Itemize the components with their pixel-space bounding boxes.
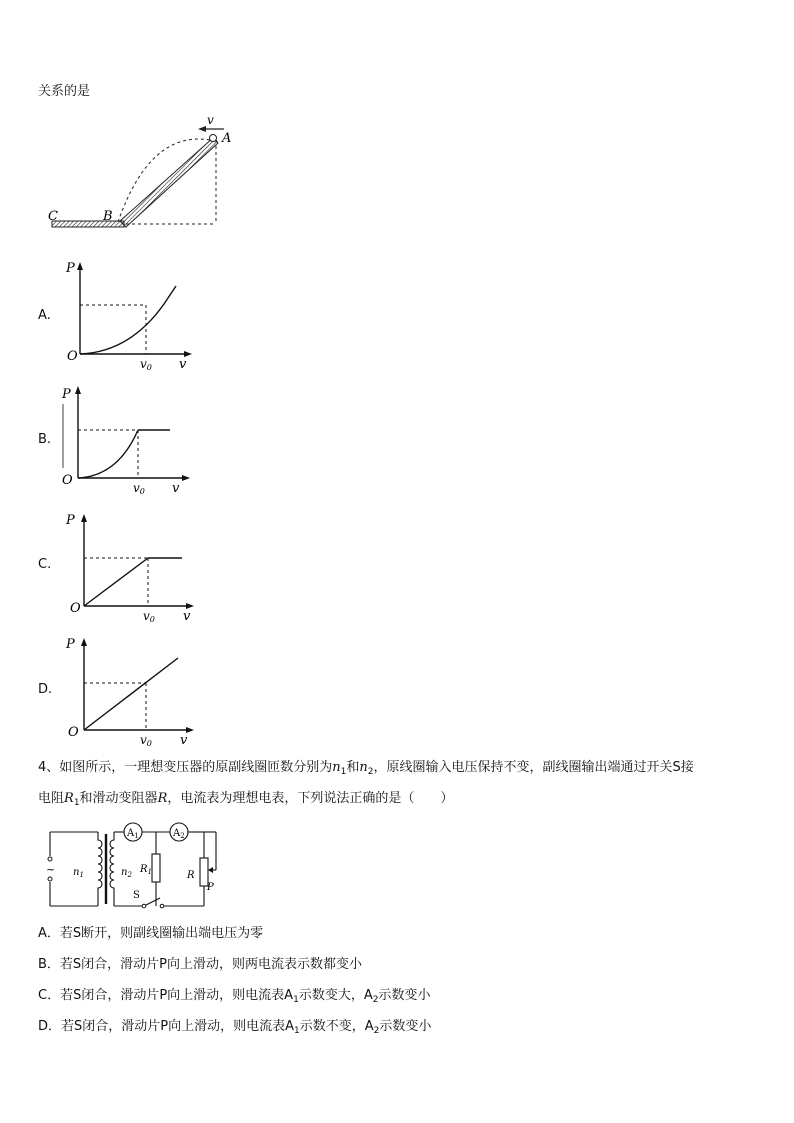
question-4-line-2: 电阻$R_1$和滑动变阻器R，电流表为理想电表，下列说法正确的是（ ） xyxy=(38,791,454,808)
origin-label: O xyxy=(67,349,78,364)
option-a-label: A. xyxy=(38,308,51,323)
ammeter-a1-label: $A_1$ xyxy=(127,828,139,840)
graph-b xyxy=(58,382,198,497)
q4-option-a: A．若S断开，则副线圈输出端电压为零 xyxy=(38,926,264,941)
question-4-line-1: 4、如图所示，一理想变压器的原副线圈匝数分别为$n_1$和$n_2$，原线圈输入电压保持不变，副线圈输出端通过开关S接 xyxy=(38,760,694,777)
v0-label: v0 xyxy=(140,357,152,372)
axis-p-label: P xyxy=(66,513,75,528)
axis-v-label: v xyxy=(180,733,188,748)
option-b-label: B. xyxy=(38,432,52,447)
graph-d xyxy=(62,632,202,750)
axis-v-label: v xyxy=(179,357,187,372)
q4-option-c: C．若S闭合，滑动片P向上滑动，则电流表$A_1$示数变大，$A_2$示数变小 xyxy=(38,988,431,1005)
graph-a xyxy=(60,258,200,373)
axis-v-label: v xyxy=(172,481,180,496)
axis-p-label: P xyxy=(66,261,75,276)
origin-label: O xyxy=(70,601,81,616)
ammeter-a2-label: $A_2$ xyxy=(173,828,185,840)
rheostat-label: R xyxy=(187,870,195,881)
n1-label: $n_1$ xyxy=(73,867,84,879)
axis-v-label: v xyxy=(183,609,191,623)
q4-option-b: B．若S闭合，滑动片P向上滑动，则两电流表示数都变小 xyxy=(38,957,363,972)
axis-p-label: P xyxy=(62,387,71,402)
origin-label: O xyxy=(68,725,79,740)
option-d-label: D. xyxy=(38,682,53,697)
ac-source-symbol: ~ xyxy=(46,863,56,876)
q4-option-d: D．若S闭合，滑动片P向上滑动，则电流表$A_1$示数不变，$A_2$示数变小 xyxy=(38,1019,432,1036)
n2-label: $n_2$ xyxy=(121,867,132,879)
v0-label: v0 xyxy=(143,609,155,623)
option-c-label: C. xyxy=(38,557,52,572)
graph-c xyxy=(62,508,202,623)
transformer-circuit xyxy=(38,820,238,915)
velocity-label: v xyxy=(207,113,214,127)
point-b-label: B xyxy=(103,209,113,224)
point-c-label: C xyxy=(48,209,58,224)
r1-label: $R_1$ xyxy=(140,864,152,876)
v0-label: v0 xyxy=(133,481,145,496)
intro-text: 关系的是 xyxy=(38,84,91,99)
axis-p-label: P xyxy=(66,637,75,652)
slope-figure xyxy=(40,110,240,240)
switch-s-label: S xyxy=(133,890,140,901)
origin-label: O xyxy=(62,473,73,488)
point-a-label: A xyxy=(222,131,232,146)
v0-label: v0 xyxy=(140,733,152,748)
slider-p-label: P xyxy=(207,882,214,893)
